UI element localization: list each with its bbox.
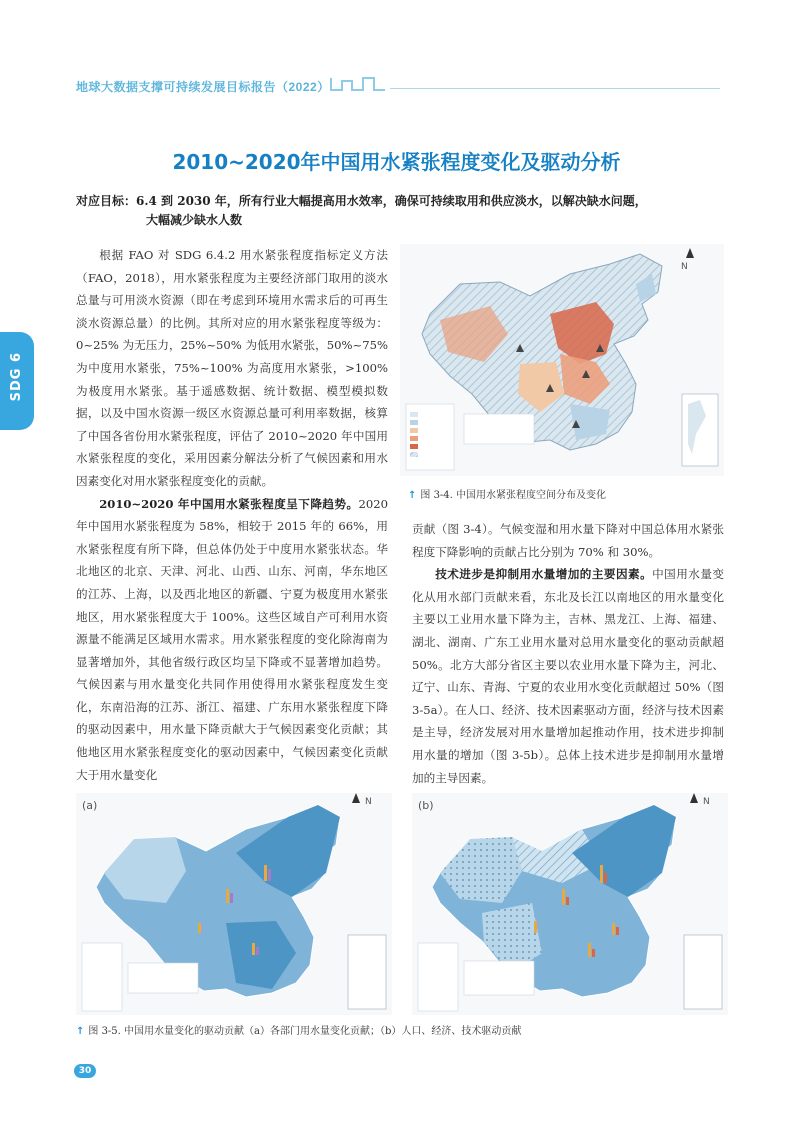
north-arrow-label-b: N xyxy=(703,797,710,807)
header-rule xyxy=(390,88,720,89)
figure-3-5-caption-text: 图 3-5. 中国用水量变化的驱动贡献（a）各部门用水量变化贡献；（b）人口、经济、技术驱动贡献 xyxy=(88,1026,522,1037)
target-statement-line2: 大幅减少缺水人数 xyxy=(146,213,243,227)
header-decoration xyxy=(330,76,386,92)
target-statement: 对应目标：6.4 到 2030 年，所有行业大幅提高用水效率，确保可持续取用和供应淡水，以解决缺水问题， xyxy=(76,194,647,208)
caption-arrow-icon: ↑ xyxy=(76,1026,85,1037)
page-number: 30 xyxy=(74,1064,96,1078)
left-column xyxy=(76,244,388,786)
figure-3-5b-svg xyxy=(412,793,728,1015)
panel-a-label: (a) xyxy=(82,799,98,812)
caption-arrow-icon: ↑ xyxy=(408,490,417,501)
figure-3-4-map xyxy=(400,244,724,476)
figure-3-4-svg xyxy=(400,244,724,476)
figure-3-5-caption xyxy=(76,1022,521,1037)
side-tab-label: SDG 6 xyxy=(9,352,24,402)
north-arrow-label: N xyxy=(681,262,688,272)
paragraph-2-text: 2020 年中国用水紧张程度为 58%，相较于 2015 年的 66%，用水紧张程度有所下降，但总体仍处于中度用水紧张状态。华北地区的北京、天津、河北、山西、山东、河南，华东地区的江苏、上海，以及西北地区的新疆、宁夏为极度用水紧张地区，用水紧张程度大于 100%。这些区域自产可利用水资源量不能满足区域用水需求。用水紧张程度的变化除海南为显著增加外，其他省级行政区均呈下降或不显著增加趋势。气候因素与用水量变化共同作用使得用水紧张程度发生变化，东南沿海的江苏、浙江、福建、广东用水紧张程度下降的驱动因素中，用水量下降贡献大于气候因素变化贡献；其他地区用水紧张程度变化的驱动因素中，气候因素变化贡献大于用水量变化 xyxy=(76,496,388,782)
paragraph-2-lead: 2010~2020 年中国用水紧张程度呈下降趋势。 xyxy=(99,496,359,511)
figure-3-4-caption-text: 图 3-4. 中国用水紧张程度空间分布及变化 xyxy=(420,490,607,501)
figure-3-5b-map xyxy=(412,793,728,1015)
right-column xyxy=(412,518,724,789)
page-title: 2010~2020年中国用水紧张程度变化及驱动分析 xyxy=(172,150,621,174)
paragraph-3 xyxy=(412,563,724,789)
running-header: 地球大数据支撑可持续发展目标报告（2022） xyxy=(76,80,330,94)
figure-3-5a-map xyxy=(76,793,392,1015)
figure-3-5a-svg xyxy=(76,793,392,1015)
paragraph-2-continued: 贡献（图 3-4）。气候变湿和用水量下降对中国总体用水紧张程度下降影响的贡献占比分别为 70% 和 30%。 xyxy=(412,522,724,559)
paragraph-2 xyxy=(76,493,388,787)
paragraph-1: 根据 FAO 对 SDG 6.4.2 用水紧张程度指标定义方法（FAO，2018），用水紧张程度为主要经济部门取用的淡水总量与可用淡水资源（即在考虑到环境用水需求后的可再生淡水资源总量）的比例。其所对应的用水紧张程度等级为：0~25% 为无压力，25%~50% 为低用水紧张，50%~75% 为中度用水紧张，75%~100% 为高度用水紧张，>100% 为极度用水紧张。基于遥感数据、统计数据、模型模拟数据，以及中国水资源一级区水资源总量可利用率数据，核算了中国各省份用水紧张程度，评估了 2010~2020 年中国用水紧张程度的变化，采用因素分解法分析了气候因素和用水因素变化对用水紧张程度变化的贡献。 xyxy=(76,248,388,488)
paragraph-3-text: 中国用水量变化从用水部门贡献来看，东北及长江以南地区的用水量变化主要以工业用水量下降为主，吉林、黑龙江、上海、福建、湖北、湖南、广东工业用水量对总用水量变化的驱动贡献超 50%。北方大部分省区主要以农业用水量下降为主，河北、辽宁、山东、青海、宁夏的农业用水变化贡献超过 50%（图 3-5a）。在人口、经济、技术因素驱动方面，经济与技术因素是主导，经济发展对用水量增加起推动作用，技术进步抑制用水量的增加（图 3-5b）。总体上技术进步是抑制用水量增加的主导因素。 xyxy=(412,567,724,785)
panel-b-label: (b) xyxy=(418,799,434,812)
figure-3-4-caption xyxy=(408,486,606,501)
paragraph-3-lead: 技术进步是抑制用水量增加的主要因素。 xyxy=(435,567,653,582)
north-arrow-label-a: N xyxy=(365,797,372,807)
